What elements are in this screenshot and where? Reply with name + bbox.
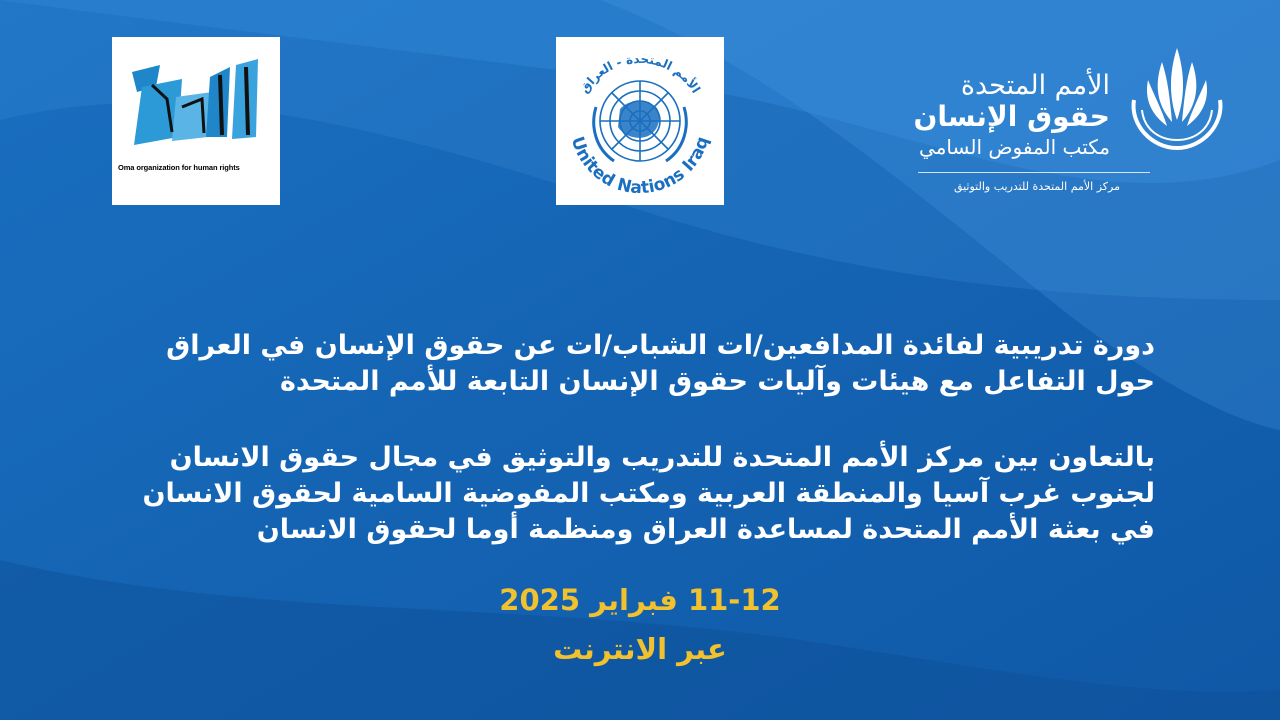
title-line-2: حول التفاعل مع هيئات وآليات حقوق الإنسان التابعة للأمم المتحدة: [279, 366, 1155, 397]
oma-caption: Oma organization for human rights: [118, 163, 240, 172]
ohchr-center-label: مركز الأمم المتحدة للتدريب والتوثيق: [953, 180, 1120, 193]
title-line-1: دورة تدريبية لفائدة المدافعين/ات الشباب/ات عن حقوق الإنسان في العراق: [166, 330, 1155, 361]
un-emblem-icon: [556, 37, 724, 205]
collaboration-line-1: بالتعاون بين مركز الأمم المتحدة للتدريب والتوثيق في مجال حقوق الانسان: [169, 442, 1155, 473]
un-iraq-logo: [556, 37, 724, 205]
event-date: 11-12 فبراير 2025: [499, 583, 781, 617]
oma-logo: [112, 37, 280, 205]
ohchr-flame-icon: [1122, 40, 1232, 160]
oma-logo-icon: [112, 37, 280, 205]
event-location: عبر الانترنت: [553, 632, 727, 666]
un-english-arc-text: United Nations Iraq: [566, 134, 714, 199]
ohchr-un-label: الأمم المتحدة: [960, 70, 1110, 101]
un-arabic-arc-text: الأمم المتحدة - العراق: [577, 51, 704, 96]
ohchr-logo: [880, 40, 1250, 210]
collaboration-line-2: لجنوب غرب آسيا والمنطقة العربية ومكتب المفوضية السامية لحقوق الانسان: [142, 478, 1155, 509]
collaboration-line-3: في بعثة الأمم المتحدة لمساعدة العراق ومنظمة أوما لحقوق الانسان: [256, 514, 1155, 545]
ohchr-divider: [918, 172, 1150, 173]
ohchr-office-label: مكتب المفوض السامي: [919, 135, 1110, 159]
course-title: [100, 328, 1155, 400]
ohchr-human-rights-label: حقوق الإنسان: [913, 100, 1110, 133]
collaboration-text: [100, 440, 1155, 548]
